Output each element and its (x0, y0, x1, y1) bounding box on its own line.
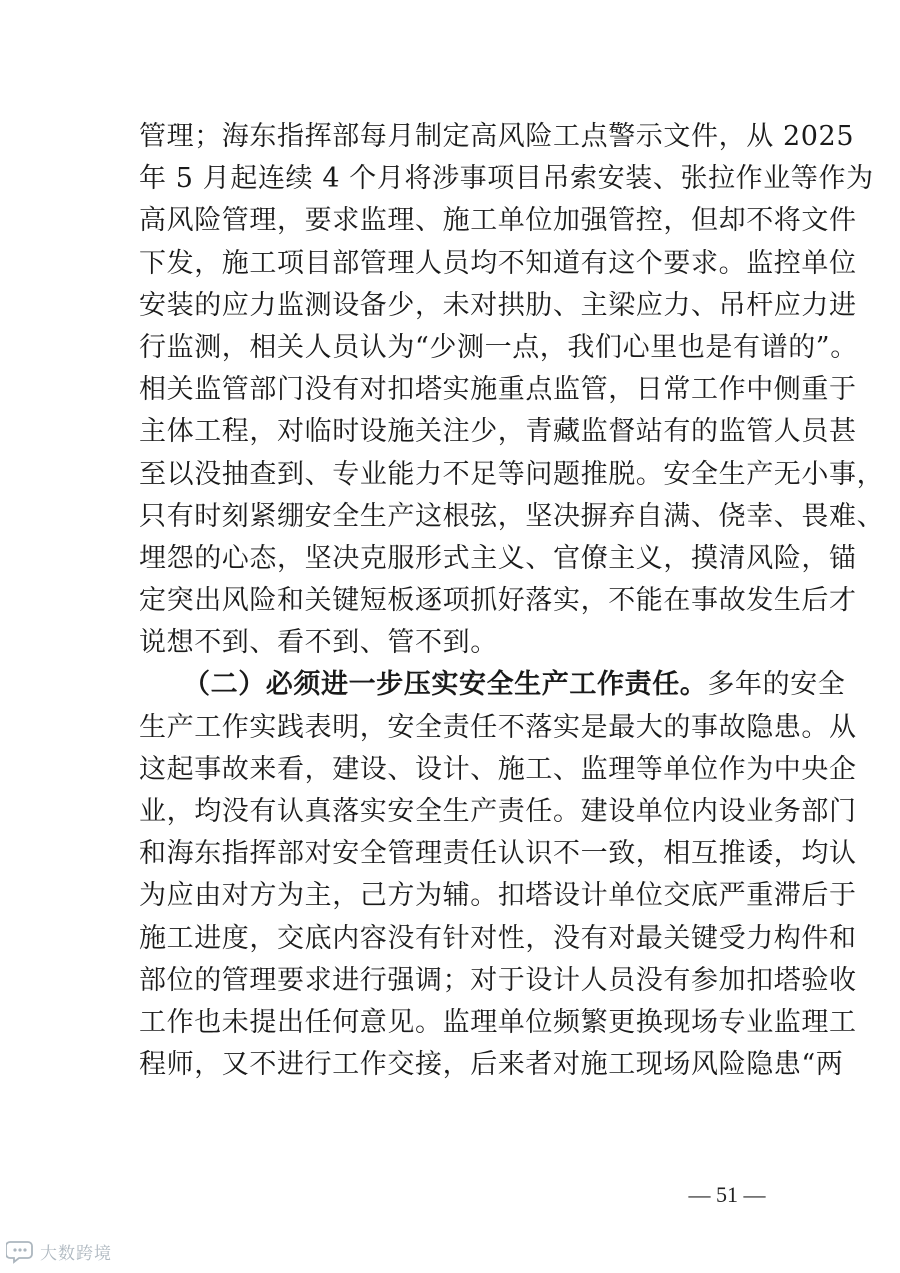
text-line: 业，均没有认真落实安全生产责任。建设单位内设业务部门 (139, 796, 857, 827)
text-line: 施工进度，交底内容没有针对性，没有对最关键受力构件和 (139, 922, 857, 954)
text-line: 这起事故来看，建设、设计、施工、监理等单位作为中央企 (139, 753, 857, 785)
chat-bubble-logo-icon (6, 1238, 36, 1264)
text-line: 和海东指挥部对安全管理责任认识不一致，相互推诿，均认 (139, 838, 857, 870)
text-line: 年 5 月起连续 4 个月将涉事项目吊索安装、张拉作业等作为 (139, 163, 874, 195)
text-line: 工作也未提出任何意见。监理单位频繁更换现场专业监理工 (139, 1006, 857, 1038)
text-line: 定突出风险和关键短板逐项抓好落实，不能在事故发生后才 (139, 585, 857, 617)
text-line: 只有时刻紧绷安全生产这根弦，坚决摒弃自满、侥幸、畏难、 (139, 500, 885, 532)
section-heading: （二）必须进一步压实安全生产工作责任。 (183, 669, 708, 701)
text-fragment: 多年的安全 (707, 669, 846, 701)
text-line: 下发，施工项目部管理人员均不知道有这个要求。监控单位 (139, 247, 857, 279)
body-text (139, 116, 885, 1086)
watermark (6, 1236, 112, 1266)
paragraph-2-first-line (139, 664, 846, 706)
text-line: 为应由对方为主，己方为辅。扣塔设计单位交底严重滞后于 (139, 880, 857, 912)
page-number: — 51 — (688, 1182, 766, 1207)
watermark-text: 大数跨境 (40, 1243, 112, 1264)
text-line: 安装的应力监测设备少，未对拱肋、主梁应力、吊杆应力进 (139, 289, 857, 321)
text-line: 说想不到、看不到、管不到。 (139, 627, 498, 659)
text-line: 部位的管理要求进行强调；对于设计人员没有参加扣塔验收 (139, 964, 857, 996)
text-line: 行监测，相关人员认为“少测一点，我们心里也是有谱的”。 (139, 331, 858, 363)
text-line: 管理；海东指挥部每月制定高风险工点警示文件，从 2025 (139, 121, 855, 152)
text-line: 埋怨的心态，坚决克服形式主义、官僚主义，摸清风险，锚 (139, 542, 857, 574)
text-line: 高风险管理，要求监理、施工单位加强管控，但却不将文件 (139, 205, 857, 237)
text-line: 主体工程，对临时设施关注少，青藏监督站有的监管人员甚 (139, 416, 857, 448)
text-line: 至以没抽查到、专业能力不足等问题推脱。安全生产无小事， (139, 458, 885, 490)
text-line: 程师，又不进行工作交接，后来者对施工现场风险隐患“两 (139, 1049, 844, 1081)
text-line: 相关监管部门没有对扣塔实施重点监管，日常工作中侧重于 (139, 374, 857, 406)
text-line: 生产工作实践表明，安全责任不落实是最大的事故隐患。从 (139, 711, 857, 743)
